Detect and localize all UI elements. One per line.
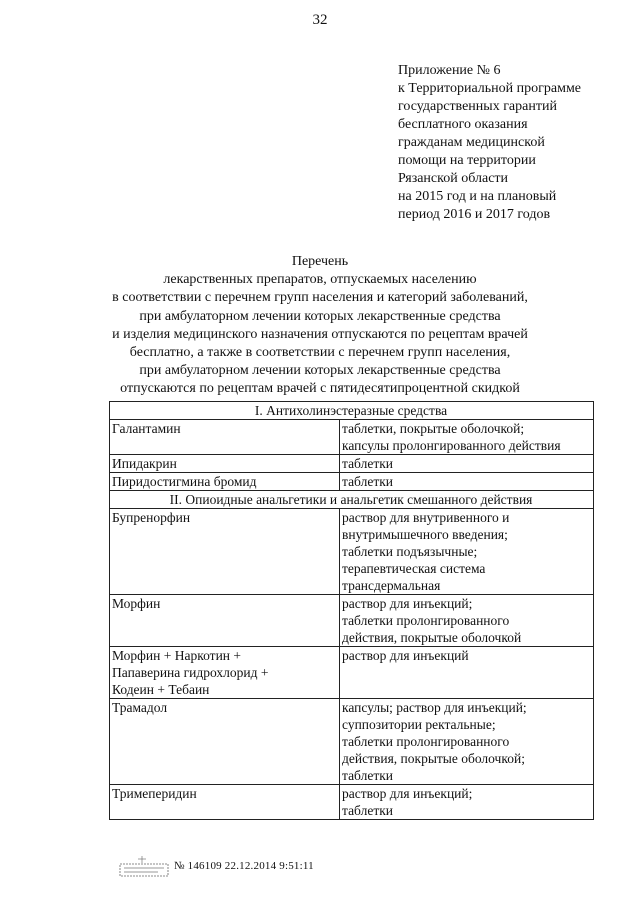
page-number: 32 bbox=[312, 12, 328, 28]
appendix-line: Приложение № 6 bbox=[398, 63, 501, 78]
section-title: II. Опиоидные анальгетики и анальгетик смешанного действия bbox=[110, 491, 594, 509]
heading-line: в соответствии с перечнем групп населения и категорий заболеваний, bbox=[112, 290, 528, 306]
section-title: I. Антихолинэстеразные средства bbox=[110, 402, 594, 420]
dosage-form: суппозитории ректальные; bbox=[342, 717, 496, 732]
drug-name-cell bbox=[110, 595, 340, 647]
dosage-form-cell bbox=[340, 509, 594, 595]
drug-name: Морфин + Наркотин + bbox=[112, 648, 242, 663]
dosage-form: таблетки, покрытые оболочкой; bbox=[342, 421, 525, 436]
section-header-row bbox=[110, 491, 594, 509]
heading-subtitle bbox=[100, 271, 540, 398]
dosage-form-cell bbox=[340, 595, 594, 647]
drug-name-cell bbox=[110, 785, 340, 820]
table-row bbox=[110, 509, 594, 595]
dosage-form: действия, покрытые оболочкой bbox=[342, 630, 522, 645]
table-row bbox=[110, 455, 594, 473]
appendix-block bbox=[398, 62, 633, 224]
dosage-form: таблетки подъязычные; bbox=[342, 544, 478, 559]
drug-name: Галантамин bbox=[112, 421, 181, 436]
heading-line: бесплатно, а также в соответствии с перечнем групп населения, bbox=[129, 345, 511, 361]
drug-name: Трамадол bbox=[112, 700, 168, 715]
table-row bbox=[110, 420, 594, 455]
dosage-form: трансдермальная bbox=[342, 578, 441, 593]
appendix-line: к Территориальной программе bbox=[398, 81, 582, 96]
dosage-form: внутримышечного введения; bbox=[342, 527, 508, 542]
appendix-line: бесплатного оказания bbox=[398, 117, 528, 132]
dosage-form: раствор для инъекций bbox=[342, 648, 469, 663]
dosage-form: раствор для внутривенного и bbox=[342, 510, 510, 525]
dosage-form-cell bbox=[340, 699, 594, 785]
table-row bbox=[110, 473, 594, 491]
drug-name: Тримеперидин bbox=[112, 786, 197, 801]
drug-name: Бупренорфин bbox=[112, 510, 191, 525]
heading-line: отпускаются по рецептам врачей с пятидесятипроцентной скидкой bbox=[120, 381, 520, 397]
heading-line: при амбулаторном лечении которых лекарственные средства bbox=[139, 308, 501, 324]
dosage-form: капсулы; раствор для инъекций; bbox=[342, 700, 527, 715]
dosage-form-cell bbox=[340, 473, 594, 491]
registration-number: № 146109 22.12.2014 9:51:11 bbox=[174, 860, 314, 872]
dosage-form-cell bbox=[340, 785, 594, 820]
dosage-form-cell bbox=[340, 455, 594, 473]
dosage-form: таблетки bbox=[342, 474, 394, 489]
table-row bbox=[110, 647, 594, 699]
drug-list-table bbox=[109, 401, 594, 820]
appendix-line: помощи на территории bbox=[398, 153, 536, 168]
dosage-form: таблетки пролонгированного bbox=[342, 734, 510, 749]
drug-name: Папаверина гидрохлорид + bbox=[112, 665, 269, 680]
drug-name-cell bbox=[110, 509, 340, 595]
dosage-form: таблетки bbox=[342, 803, 394, 818]
table-row bbox=[110, 785, 594, 820]
drug-name: Морфин bbox=[112, 596, 161, 611]
dosage-form: раствор для инъекций; bbox=[342, 786, 473, 801]
heading-title: Перечень bbox=[291, 254, 349, 269]
drug-name-cell bbox=[110, 455, 340, 473]
appendix-line: государственных гарантий bbox=[398, 99, 557, 114]
drug-name-cell bbox=[110, 647, 340, 699]
drug-name: Кодеин + Тебаин bbox=[112, 682, 210, 697]
drug-name-cell bbox=[110, 473, 340, 491]
dosage-form: действия, покрытые оболочкой; bbox=[342, 751, 525, 766]
heading-line: и изделия медицинского назначения отпускаются по рецептам врачей bbox=[112, 326, 528, 342]
table-row bbox=[110, 699, 594, 785]
heading-line: при амбулаторном лечении которых лекарственные средства bbox=[139, 363, 501, 379]
dosage-form: раствор для инъекций; bbox=[342, 596, 473, 611]
heading-line: лекарственных препаратов, отпускаемых населению bbox=[163, 272, 477, 288]
drug-name: Ипидакрин bbox=[112, 456, 177, 471]
dosage-form: таблетки пролонгированного bbox=[342, 613, 510, 628]
appendix-line: на 2015 год и на плановый bbox=[398, 189, 557, 204]
dosage-form: таблетки bbox=[342, 768, 394, 783]
document-heading bbox=[100, 253, 540, 399]
drug-name: Пиридостигмина бромид bbox=[112, 474, 257, 489]
section-header-row bbox=[110, 402, 594, 420]
dosage-form-cell bbox=[340, 420, 594, 455]
table-row bbox=[110, 595, 594, 647]
drug-name-cell bbox=[110, 699, 340, 785]
dosage-form: капсулы пролонгированного действия bbox=[342, 438, 561, 453]
appendix-line: Рязанской области bbox=[398, 171, 509, 186]
appendix-line: гражданам медицинской bbox=[398, 135, 545, 150]
dosage-form: терапевтическая система bbox=[342, 561, 486, 576]
dosage-form-cell bbox=[340, 647, 594, 699]
registry-stamp-icon bbox=[118, 854, 170, 878]
drug-name-cell bbox=[110, 420, 340, 455]
document-footer bbox=[118, 854, 314, 878]
appendix-line: период 2016 и 2017 годов bbox=[398, 207, 551, 222]
dosage-form: таблетки bbox=[342, 456, 394, 471]
